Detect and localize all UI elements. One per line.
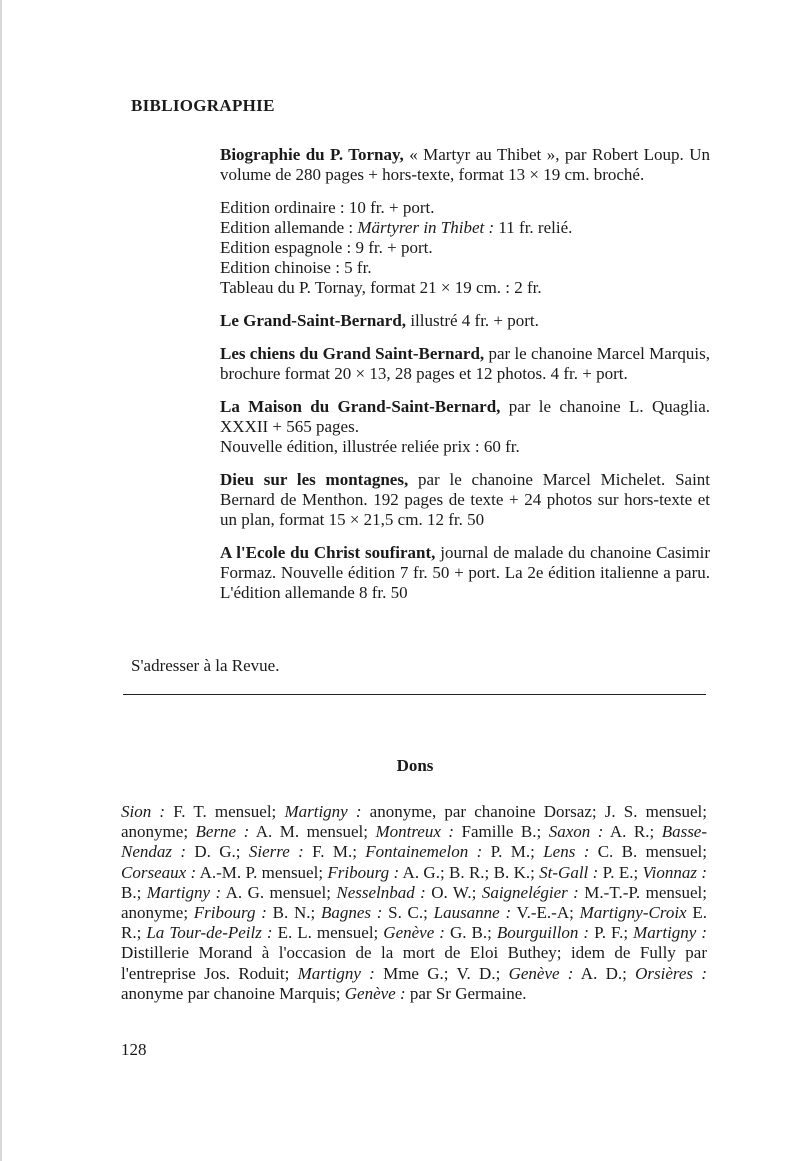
don-place: Saxon : — [548, 822, 604, 842]
don-place: Martigny-Croix — [579, 903, 687, 923]
don-text: anonyme par chanoine Marquis; — [121, 983, 345, 1003]
edition-line: Edition espagnole : 9 fr. + port. — [220, 238, 433, 257]
don-place: Sion : — [121, 802, 166, 821]
don-text: B.; — [121, 882, 147, 902]
don-place: Lausanne : — [433, 903, 512, 923]
bibliography-entry — [220, 397, 710, 457]
don-text: par Sr Germaine. — [405, 983, 527, 1003]
book-title: Märtyrer in Thibet : — [357, 218, 495, 237]
entry-title: La Maison du Grand-Saint-Bernard, — [220, 397, 501, 416]
don-text: anonyme, par chanoine Dorsaz; J. S. mensuel; anonyme; — [121, 802, 707, 842]
contact-note: S'adresser à la Revue. — [131, 656, 280, 675]
don-place: La Tour-de-Peilz : — [146, 923, 273, 943]
entry-title: A l'Ecole du Christ soufirant, — [220, 543, 436, 562]
don-text: P. F.; — [589, 923, 634, 943]
don-text: S. C.; — [382, 903, 434, 923]
don-place: Berne : — [195, 822, 250, 842]
don-text: E. L. mensuel; — [272, 923, 384, 943]
don-place: Corseaux : — [121, 862, 197, 882]
don-place: Genève : — [508, 963, 574, 983]
don-text: P. E.; — [598, 862, 643, 882]
don-text: Mme G.; V. D.; — [374, 963, 509, 983]
edition-line: Tableau du P. Tornay, format 21 × 19 cm. : 2 fr. — [220, 278, 542, 297]
entry-text: illustré 4 fr. + port. — [410, 311, 539, 330]
don-place: Martigny : — [284, 802, 362, 821]
don-text: C. B. mensuel; — [589, 842, 707, 862]
page-edge — [0, 0, 2, 1161]
don-place: Martigny : — [633, 923, 708, 943]
edition-line: Edition chinoise : 5 fr. — [220, 258, 372, 277]
don-place: Bourguillon : — [496, 923, 590, 943]
don-place: Genève : — [383, 923, 445, 943]
don-text: F. T. mensuel; — [165, 802, 285, 821]
bibliography-list — [220, 145, 710, 616]
don-text: A. R.; — [603, 822, 662, 842]
don-text: P. M.; — [482, 842, 544, 862]
don-text: Distillerie Morand à l'occasion de la mort de Eloi Buthey; idem de Fully par l'entreprise Jos. Roduit; — [121, 943, 707, 983]
don-place: Fribourg : — [193, 903, 267, 923]
dons-list — [121, 802, 707, 1004]
don-place: Genève : — [344, 983, 406, 1003]
don-place: Martigny : — [146, 882, 222, 902]
don-text: M.-T.-P. mensuel; anonyme; — [121, 882, 707, 923]
don-text: Famille B.; — [454, 822, 549, 842]
bibliography-entry — [220, 311, 710, 331]
entry-text: par le chanoine L. Quaglia. XXXII + 565 pages. — [220, 397, 711, 436]
entry-extra: Nouvelle édition, illustrée reliée prix : 60 fr. — [220, 437, 520, 456]
don-text: A.-M. P. mensuel; — [196, 862, 328, 882]
don-text: E. R.; — [121, 903, 707, 943]
don-text: A. G. mensuel; — [221, 882, 337, 902]
dons-heading: Dons — [396, 756, 434, 775]
don-text: A. M. mensuel; — [249, 822, 376, 842]
edition-line: Edition allemande : Märtyrer in Thibet : 11 fr. relié. — [220, 218, 573, 237]
editions-list — [220, 198, 710, 298]
don-text: G. B.; — [444, 923, 497, 943]
edition-line: Edition ordinaire : 10 fr. + port. — [220, 198, 435, 217]
don-place: Nesselnbad : — [336, 882, 426, 902]
bibliography-entry — [220, 470, 710, 530]
bibliography-entry — [220, 344, 710, 384]
don-text: F. M.; — [303, 842, 366, 862]
entry-title: Biographie du P. Tornay, — [220, 145, 404, 164]
don-text: B. N.; — [266, 903, 321, 923]
don-place: Montreux : — [375, 822, 455, 842]
page-number: 128 — [121, 1040, 147, 1059]
don-place: Fribourg : — [327, 862, 400, 882]
don-place: Saignelégier : — [481, 882, 579, 902]
don-place: St-Gall : — [539, 862, 599, 882]
don-text: V.-E.-A; — [511, 903, 580, 923]
entry-text: journal de malade du chanoine Casimir Formaz. Nouvelle édition 7 fr. 50 + port. La 2e édition italienne a paru. L'édition allemande 8 fr. 50 — [220, 543, 710, 602]
don-text: D. G.; — [186, 842, 249, 862]
entry-title: Les chiens du Grand Saint-Bernard, — [220, 344, 485, 363]
don-text: O. W.; — [425, 882, 482, 902]
entry-title: Le Grand-Saint-Bernard, — [220, 311, 407, 330]
don-place: Orsières : — [635, 963, 707, 983]
bibliography-entry — [220, 543, 710, 603]
don-place: Vionnaz : — [642, 862, 708, 882]
don-place: Bagnes : — [320, 903, 383, 923]
entry-text: « Martyr au Thibet », par Robert Loup. Un volume de 280 pages + hors-texte, format 13 × 19 cm. broché. — [220, 145, 710, 184]
don-place: Sierre : — [248, 842, 304, 862]
entry-text: par le chanoine Marcel Michelet. Saint Bernard de Menthon. 192 pages de texte + 24 photos sur hors-texte et un plan, format 15 × 21,5 cm. 12 fr. 50 — [220, 470, 711, 529]
don-place: Fontainemelon : — [365, 842, 483, 862]
don-text: A. D.; — [573, 963, 636, 983]
don-place: Basse-Nendaz : — [121, 822, 708, 862]
divider — [123, 694, 706, 695]
don-place: Lens : — [543, 842, 590, 862]
don-text: A. G.; B. R.; B. K.; — [399, 862, 540, 882]
don-place: Martigny : — [297, 963, 375, 983]
section-heading: BIBLIOGRAPHIE — [131, 96, 275, 115]
entry-title: Dieu sur les montagnes, — [220, 470, 409, 489]
bibliography-entry — [220, 145, 710, 185]
entry-text: par le chanoine Marcel Marquis, brochure format 20 × 13, 28 pages et 12 photos. 4 fr. + port. — [220, 344, 711, 383]
